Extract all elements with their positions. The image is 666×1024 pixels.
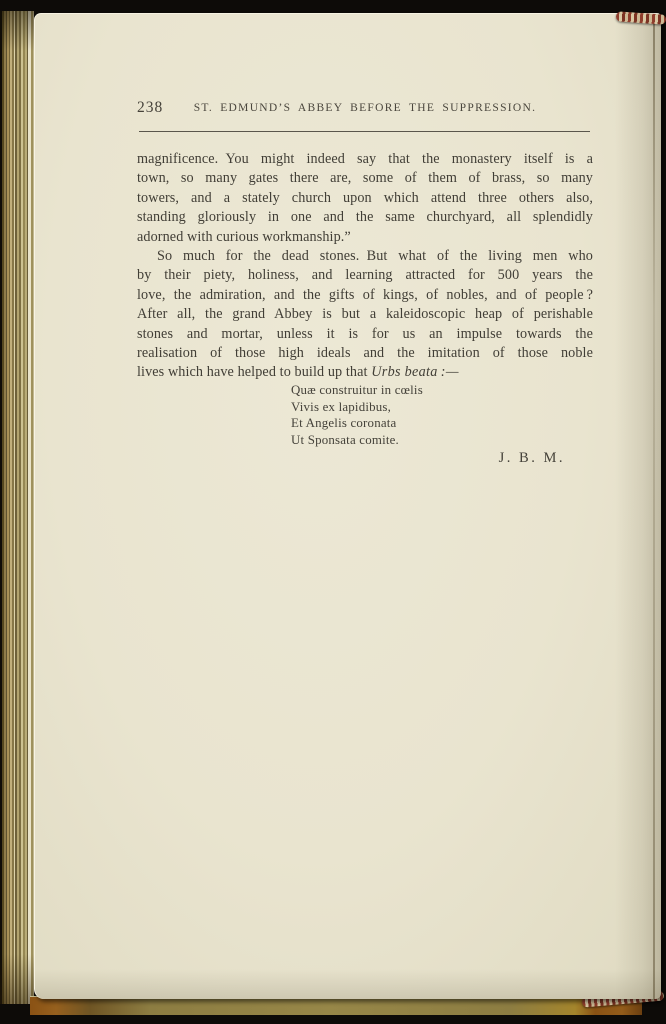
paragraph bbox=[137, 150, 593, 247]
page-content bbox=[137, 98, 593, 978]
text-line: love, the admiration, and the gifts of kings, of nobles, and of people ? bbox=[137, 286, 593, 303]
text-line: adorned with curious workmanship.” bbox=[137, 228, 351, 245]
body-text bbox=[137, 150, 593, 383]
verse-line: Ut Sponsata comite. bbox=[291, 433, 399, 448]
page-number: 238 bbox=[137, 99, 164, 116]
text-line: stones and mortar, unless it is for us an impulse towards the bbox=[137, 325, 593, 342]
gutter-crease bbox=[653, 14, 655, 999]
page-edge-stack bbox=[0, 11, 34, 1004]
book-page bbox=[34, 13, 661, 999]
text-line: standing gloriously in one and the same churchyard, all splendidly bbox=[137, 209, 593, 226]
text-line: magnificence. You might indeed say that the monastery itself is a bbox=[137, 151, 593, 167]
latin-verse bbox=[291, 382, 423, 449]
verse-line: Et Angelis coronata bbox=[291, 416, 397, 431]
text-line: realisation of those high ideals and the imitation of those noble bbox=[137, 345, 593, 362]
text-line: town, so many gates there are, some of them of brass, so many bbox=[137, 170, 593, 187]
text-line: towers, and a stately church upon which attend three others also, bbox=[137, 189, 593, 206]
italic-phrase: Urbs beata :— bbox=[371, 364, 459, 381]
running-title: ST. EDMUND’S ABBEY BEFORE THE SUPPRESSION. bbox=[193, 102, 537, 114]
author-initials: J. B. M. bbox=[498, 450, 565, 466]
text-line: by their piety, holiness, and learning attracted for 500 years the bbox=[137, 267, 593, 284]
verse-line: Vivis ex lapidibus, bbox=[291, 399, 392, 414]
paragraph bbox=[137, 247, 593, 383]
text-line: After all, the grand Abbey is but a kaleidoscopic heap of perishable bbox=[137, 306, 593, 323]
verse-line: Quæ construitur in cœlis bbox=[291, 383, 423, 397]
text-line: So much for the dead stones. But what of the living men who bbox=[157, 248, 593, 265]
text-line: lives which have helped to build up that Urbs beata :— bbox=[137, 364, 459, 381]
page-header bbox=[137, 98, 593, 117]
header-rule bbox=[139, 131, 590, 132]
